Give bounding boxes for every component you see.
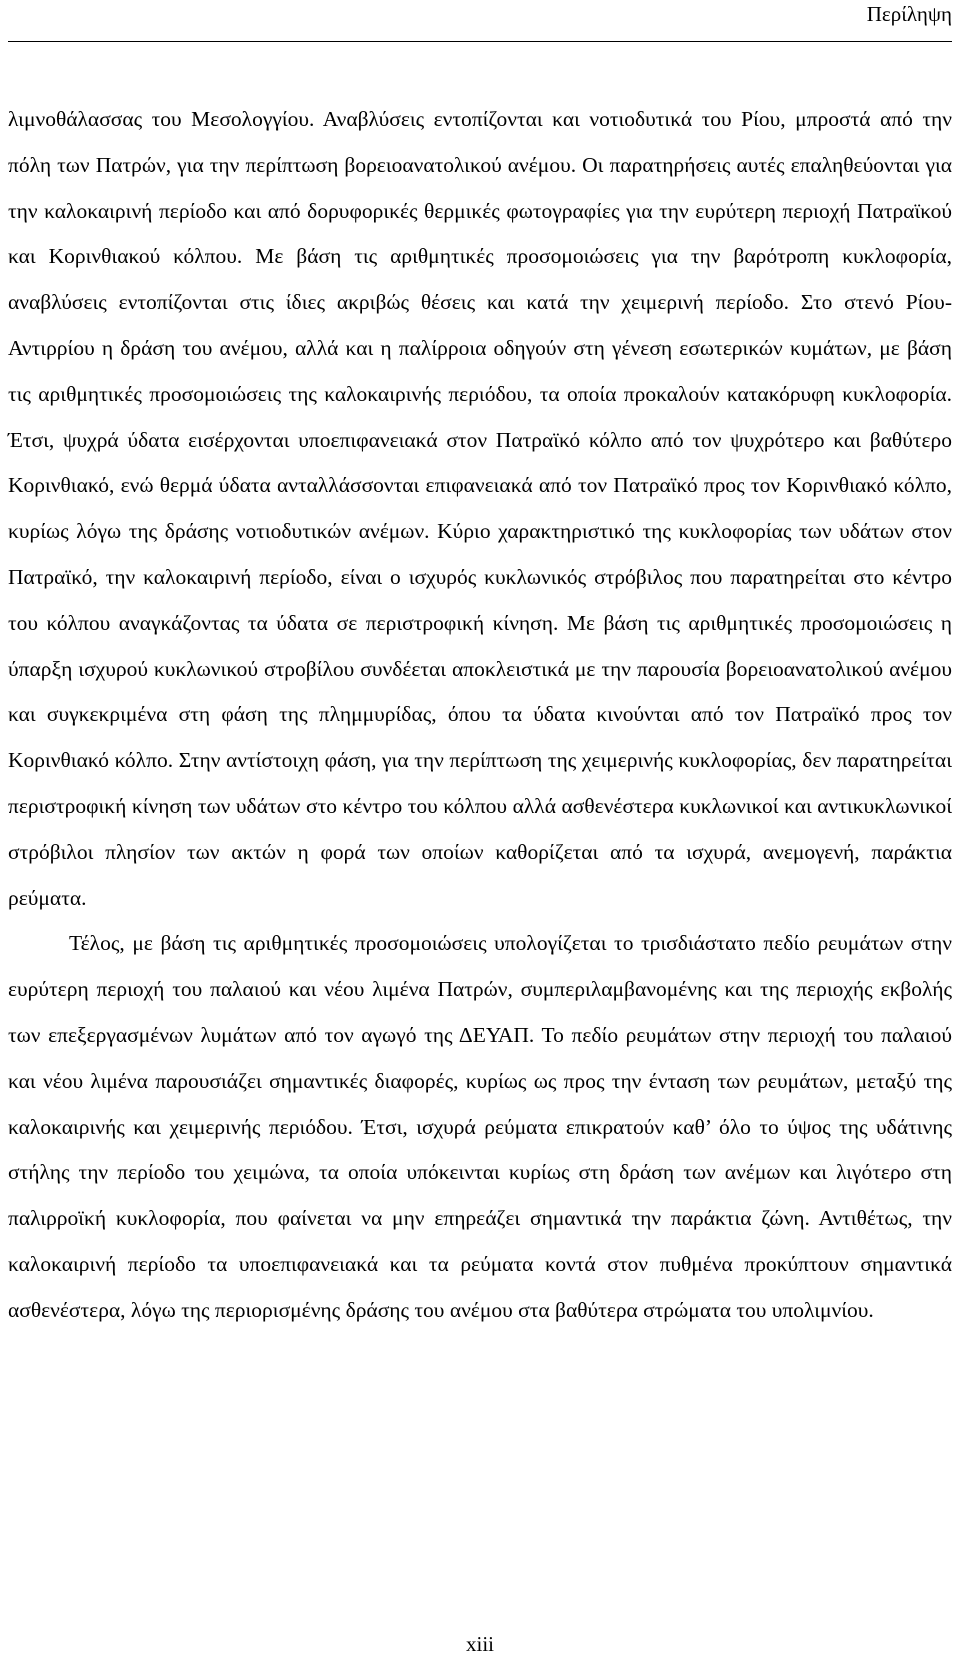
text-line: θερμικές φωτογραφίες για την ευρύτερη περιοχή Πατραϊκού και Κορινθιακού κόλπου. Με: [8, 198, 952, 269]
text-line: στον Πατραϊκό κόλπο από τον ψυχρότερο και βαθύτερο Κορινθιακό, ενώ θερμά ύδατα: [8, 427, 952, 498]
text-line: προκαλούν κατακόρυφη κυκλοφορία. Έτσι, ψυχρά ύδατα εισέρχονται υποεπιφανειακά: [8, 381, 952, 452]
text-line: και αντικυκλωνικοί στρόβιλοι πλησίον των ακτών η φορά των οποίων καθορίζεται από τα: [8, 793, 952, 864]
text-line: ύψος της υδάτινης στήλης την περίοδο του χειμώνα, τα οποία υπόκεινται κυρίως στη: [8, 1114, 952, 1185]
text-line: ασθενέστερα, λόγω της περιορισμένης δράσης του ανέμου στα βαθύτερα στρώματα του: [8, 1297, 772, 1322]
text-line: παρατηρήσεις αυτές επαληθεύονται για την καλοκαιρινή περίοδο και από δορυφορικές: [8, 152, 952, 223]
text-line: Τέλος, με βάση τις αριθμητικές προσομοιώσεις υπολογίζεται το τρισδιάστατο πεδίο: [69, 931, 818, 956]
text-line: αγωγό της ΔΕΥΑΠ. Το πεδίο ρευμάτων στην περιοχή του παλαιού και νέου λιμένα: [8, 1022, 952, 1093]
text-line: κυμάτων, με βάση τις αριθμητικές προσομοιώσεις της καλοκαιρινής περιόδου, τα οποία: [8, 335, 952, 406]
text-line: επηρεάζει σημαντικά την παράκτια ζώνη. Αντιθέτως, την καλοκαιρινή περίοδο τα: [8, 1206, 952, 1276]
text-line: βάση τις αριθμητικές προσομοιώσεις για την βαρότροπη κυκλοφορία, αναβλύσεις: [8, 244, 952, 315]
text-line: ισχυρά, ανεμογενή, παράκτια ρεύματα.: [8, 839, 953, 910]
text-line: υποεπιφανειακά και τα ρεύματα κοντά στον πυθμένα προκύπτουν σημαντικά: [238, 1251, 952, 1276]
text-line: ανταλλάσσονται επιφανειακά από τον Πατραϊκό προς τον Κορινθιακό κόλπο, κυρίως λόγω: [8, 473, 952, 544]
page-number: xiii: [465, 1632, 494, 1656]
text-line: στον Πατραϊκό, την καλοκαιρινή περίοδο, είναι ο ισχυρός κυκλωνικός στρόβιλος που: [8, 519, 953, 589]
text-line: λιμνοθάλασσας του Μεσολογγίου. Αναβλύσεις εντοπίζονται και νοτιοδυτικά του Ρίου,: [8, 107, 796, 131]
text-line: εντοπίζονται στις ίδιες ακριβώς θέσεις και κατά την χειμερινή περίοδο. Στο στενό Ρίου-: [118, 290, 952, 315]
text-line: αποκλειστικά με την παρουσία βορειοανατολικού ανέμου και συγκεκριμένα στη φάση της: [8, 656, 953, 727]
text-line: βάση τις αριθμητικές προσομοιώσεις η ύπαρξη ισχυρού κυκλωνικού στροβίλου συνδέεται: [8, 610, 952, 681]
text-line: συμπεριλαμβανομένης και της περιοχής εκβολής των επεξεργασμένων λυμάτων από τον: [8, 977, 952, 1047]
text-line: παρατηρείται στο κέντρο του κόλπου αναγκάζοντας τα ύδατα σε περιστροφική κίνηση. Με: [8, 564, 952, 635]
paragraph-2: [8, 921, 952, 1333]
running-header-title: Περίληψη: [866, 2, 952, 26]
paragraph-1: [8, 97, 952, 921]
text-line: μπροστά από την πόλη των Πατρών, για την περίπτωση βορειοανατολικού ανέμου. Οι: [8, 107, 952, 177]
text-line: καλοκαιρινής και χειμερινής περιόδου. Έτσι, ισχυρά ρεύματα επικρατούν καθ’ όλο το: [8, 1114, 788, 1139]
header-divider: [8, 41, 952, 42]
text-line: Στην αντίστοιχη φάση, για την περίπτωση της χειμερινής κυκλοφορίας, δεν παρατηρείται: [178, 748, 952, 773]
text-line: της δράσης νοτιοδυτικών ανέμων. Κύριο χαρακτηριστικό της κυκλοφορίας των υδάτων: [128, 519, 912, 544]
text-line: περιστροφική κίνηση των υδάτων στο κέντρο του κόλπου αλλά ασθενέστερα κυκλωνικοί: [8, 793, 785, 818]
text-line: παρουσιάζει σημαντικές διαφορές, κυρίως ως προς την ένταση των ρευμάτων, μεταξύ της: [155, 1068, 953, 1093]
text-line: ρευμάτων στην ευρύτερη περιοχή του παλαιού και νέου λιμένα Πατρών,: [8, 931, 952, 1002]
summary-body: [8, 97, 952, 1334]
text-line: πλημμυρίδας, όπου τα ύδατα κινούνται από τον Πατραϊκό προς τον Κορινθιακό κόλπο.: [8, 702, 952, 773]
text-line: Αντιρρίου η δράση του ανέμου, αλλά και η παλίρροια οδηγούν στη γένεση εσωτερικών: [8, 335, 790, 360]
text-line: δράση των ανέμων και λιγότερο στη παλιρροϊκή κυκλοφορία, που φαίνεται να μην: [8, 1160, 952, 1231]
text-line: υπολιμνίου.: [771, 1297, 874, 1322]
